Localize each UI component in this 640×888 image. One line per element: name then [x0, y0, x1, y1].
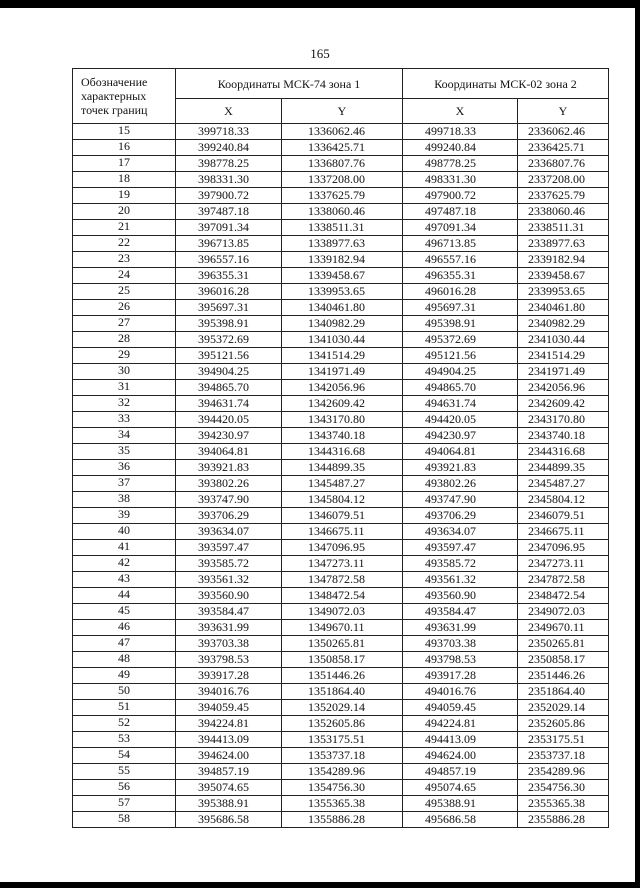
msk02-x-cell: 493802.26 — [403, 476, 518, 492]
point-number-cell: 56 — [73, 780, 176, 796]
msk74-x-cell: 394904.25 — [176, 364, 282, 380]
table-row — [73, 220, 609, 236]
point-number-cell: 20 — [73, 204, 176, 220]
msk74-x-cell: 393802.26 — [176, 476, 282, 492]
point-number-cell: 34 — [73, 428, 176, 444]
msk74-x-cell: 398331.30 — [176, 172, 282, 188]
point-number-cell: 29 — [73, 348, 176, 364]
msk02-y-cell: 2337625.79 — [518, 188, 609, 204]
table-row — [73, 460, 609, 476]
designation-header: Обозначение характерных точек границ — [73, 69, 176, 124]
msk02-y-cell: 2347872.58 — [518, 572, 609, 588]
msk74-x-cell: 394865.70 — [176, 380, 282, 396]
msk74-x-cell: 397091.34 — [176, 220, 282, 236]
msk02-y-cell: 2350858.17 — [518, 652, 609, 668]
msk74-x-cell: 397900.72 — [176, 188, 282, 204]
msk74-x-cell: 393798.53 — [176, 652, 282, 668]
msk74-x-cell: 394413.09 — [176, 732, 282, 748]
table-row — [73, 316, 609, 332]
msk02-y-cell: 2349670.11 — [518, 620, 609, 636]
point-number-cell: 44 — [73, 588, 176, 604]
msk02-x-cell: 493798.53 — [403, 652, 518, 668]
msk74-y-cell: 1345487.27 — [282, 476, 403, 492]
point-number-cell: 35 — [73, 444, 176, 460]
msk02-y-cell: 2339458.67 — [518, 268, 609, 284]
point-number-cell: 36 — [73, 460, 176, 476]
msk02-x-cell: 494420.05 — [403, 412, 518, 428]
table-row — [73, 284, 609, 300]
msk74-y-cell: 1352029.14 — [282, 700, 403, 716]
msk02-x-cell: 493921.83 — [403, 460, 518, 476]
table-row — [73, 812, 609, 828]
msk74-x-cell: 395686.58 — [176, 812, 282, 828]
point-number-cell: 57 — [73, 796, 176, 812]
point-number-cell: 16 — [73, 140, 176, 156]
msk02-y-cell: 2341030.44 — [518, 332, 609, 348]
msk74-y-cell: 1342056.96 — [282, 380, 403, 396]
msk02-x-cell: 494016.76 — [403, 684, 518, 700]
msk02-y-cell: 2338977.63 — [518, 236, 609, 252]
point-number-cell: 54 — [73, 748, 176, 764]
table-row — [73, 652, 609, 668]
msk02-y-cell: 2346675.11 — [518, 524, 609, 540]
table-row — [73, 732, 609, 748]
msk02-y-cell: 2355886.28 — [518, 812, 609, 828]
msk74-y-cell: 1339458.67 — [282, 268, 403, 284]
msk02-x-cell: 493634.07 — [403, 524, 518, 540]
msk02-y-cell: 2340982.29 — [518, 316, 609, 332]
msk74-y-cell: 1343170.80 — [282, 412, 403, 428]
msk02-y-cell: 2342056.96 — [518, 380, 609, 396]
point-number-cell: 49 — [73, 668, 176, 684]
msk02-x-cell: 493917.28 — [403, 668, 518, 684]
msk02-y-cell: 2339182.94 — [518, 252, 609, 268]
point-number-cell: 42 — [73, 556, 176, 572]
msk02-x-cell: 495121.56 — [403, 348, 518, 364]
msk02-x-cell: 495697.31 — [403, 300, 518, 316]
scan-border-bottom — [0, 882, 640, 888]
msk02-x-cell: 497487.18 — [403, 204, 518, 220]
msk74-y-cell: 1336807.76 — [282, 156, 403, 172]
msk74-y-cell: 1338511.31 — [282, 220, 403, 236]
msk02-y-cell: 2339953.65 — [518, 284, 609, 300]
msk74-y-cell: 1336062.46 — [282, 124, 403, 140]
msk74-x-cell: 394857.19 — [176, 764, 282, 780]
msk74-x-cell: 398778.25 — [176, 156, 282, 172]
msk74-x-cell: 394016.76 — [176, 684, 282, 700]
msk74-y-cell: 1355886.28 — [282, 812, 403, 828]
msk74-y-cell: 1345804.12 — [282, 492, 403, 508]
msk74-y-cell: 1351864.40 — [282, 684, 403, 700]
msk02-x-cell: 496016.28 — [403, 284, 518, 300]
point-number-cell: 52 — [73, 716, 176, 732]
msk02-x-cell: 494230.97 — [403, 428, 518, 444]
msk02-y-cell: 2341514.29 — [518, 348, 609, 364]
msk02-x-cell: 498778.25 — [403, 156, 518, 172]
msk74-x-cell: 396713.85 — [176, 236, 282, 252]
table-row — [73, 188, 609, 204]
point-number-cell: 28 — [73, 332, 176, 348]
msk74-x-cell: 393597.47 — [176, 540, 282, 556]
table-row — [73, 748, 609, 764]
msk74-x-cell: 395121.56 — [176, 348, 282, 364]
table-row — [73, 236, 609, 252]
msk02-y-cell: 2349072.03 — [518, 604, 609, 620]
table-row — [73, 428, 609, 444]
msk74-y-cell: 1349072.03 — [282, 604, 403, 620]
msk02-x-cell: 493585.72 — [403, 556, 518, 572]
msk74-y-cell: 1342609.42 — [282, 396, 403, 412]
table-row — [73, 444, 609, 460]
table-row — [73, 684, 609, 700]
point-number-cell: 27 — [73, 316, 176, 332]
msk74-x-cell: 394624.00 — [176, 748, 282, 764]
msk74-y-cell: 1341030.44 — [282, 332, 403, 348]
msk74-y-cell: 1346079.51 — [282, 508, 403, 524]
msk74-x-cell: 394420.05 — [176, 412, 282, 428]
msk74-x-cell: 393747.90 — [176, 492, 282, 508]
msk74-x-cell: 393560.90 — [176, 588, 282, 604]
msk02-y-cell: 2352029.14 — [518, 700, 609, 716]
point-number-cell: 55 — [73, 764, 176, 780]
msk74-y-cell: 1347273.11 — [282, 556, 403, 572]
msk02-x-cell: 493561.32 — [403, 572, 518, 588]
msk02-y-cell: 2340461.80 — [518, 300, 609, 316]
msk02-x-cell: 493703.38 — [403, 636, 518, 652]
msk74-y-cell: 1347096.95 — [282, 540, 403, 556]
msk02-x-cell: 494857.19 — [403, 764, 518, 780]
msk02-x-cell: 493631.99 — [403, 620, 518, 636]
msk74-y-cell: 1341971.49 — [282, 364, 403, 380]
msk74-y-cell: 1337625.79 — [282, 188, 403, 204]
msk74-y-cell: 1350858.17 — [282, 652, 403, 668]
msk02-y-cell: 2345804.12 — [518, 492, 609, 508]
msk02-y-cell: 2338060.46 — [518, 204, 609, 220]
msk74-y-cell: 1337208.00 — [282, 172, 403, 188]
msk74-x-cell: 393631.99 — [176, 620, 282, 636]
msk74-x-cell: 393584.47 — [176, 604, 282, 620]
msk74-x-cell: 394059.45 — [176, 700, 282, 716]
msk02-x-cell: 497091.34 — [403, 220, 518, 236]
msk02-x-cell: 494059.45 — [403, 700, 518, 716]
table-row — [73, 668, 609, 684]
msk02-y-cell: 2344316.68 — [518, 444, 609, 460]
point-number-cell: 58 — [73, 812, 176, 828]
table-row — [73, 124, 609, 140]
msk02-x-cell: 493560.90 — [403, 588, 518, 604]
msk02-x-cell: 495372.69 — [403, 332, 518, 348]
msk02-x-cell: 499240.84 — [403, 140, 518, 156]
msk02-y-cell: 2353737.18 — [518, 748, 609, 764]
msk74-y-cell: 1354289.96 — [282, 764, 403, 780]
msk02-y-cell: 2341971.49 — [518, 364, 609, 380]
msk74-y-cell: 1343740.18 — [282, 428, 403, 444]
point-number-cell: 53 — [73, 732, 176, 748]
table-row — [73, 700, 609, 716]
msk74-y-cell: 1336425.71 — [282, 140, 403, 156]
msk02-y-cell: 2344899.35 — [518, 460, 609, 476]
msk02-y-cell: 2346079.51 — [518, 508, 609, 524]
msk74-y-cell: 1344899.35 — [282, 460, 403, 476]
point-number-cell: 43 — [73, 572, 176, 588]
msk02-y-cell: 2336062.46 — [518, 124, 609, 140]
msk02-y-cell: 2347096.95 — [518, 540, 609, 556]
point-number-cell: 19 — [73, 188, 176, 204]
table-row — [73, 524, 609, 540]
msk02-x-cell: 494624.00 — [403, 748, 518, 764]
msk74-x-cell: 394064.81 — [176, 444, 282, 460]
msk02-x-cell: 496713.85 — [403, 236, 518, 252]
msk02-x-cell: 499718.33 — [403, 124, 518, 140]
msk02-x-cell: 493706.29 — [403, 508, 518, 524]
msk02-x-cell: 494064.81 — [403, 444, 518, 460]
msk74-x-cell: 393585.72 — [176, 556, 282, 572]
msk02-x-cell: 495074.65 — [403, 780, 518, 796]
msk74-x-cell: 394230.97 — [176, 428, 282, 444]
point-number-cell: 46 — [73, 620, 176, 636]
table-row — [73, 588, 609, 604]
table-row — [73, 396, 609, 412]
msk02-x-cell: 493747.90 — [403, 492, 518, 508]
point-number-cell: 15 — [73, 124, 176, 140]
msk74-x-cell: 393634.07 — [176, 524, 282, 540]
msk74-y-cell: 1353175.51 — [282, 732, 403, 748]
msk74-x-cell: 393706.29 — [176, 508, 282, 524]
msk74-y-cell: 1340982.29 — [282, 316, 403, 332]
msk74-y-cell: 1355365.38 — [282, 796, 403, 812]
table-row — [73, 636, 609, 652]
msk02-y-cell: 2337208.00 — [518, 172, 609, 188]
page-number: 165 — [310, 46, 330, 61]
point-number-cell: 18 — [73, 172, 176, 188]
msk02-x-cell: 494413.09 — [403, 732, 518, 748]
msk74-y-cell: 1350265.81 — [282, 636, 403, 652]
point-number-cell: 30 — [73, 364, 176, 380]
table-row — [73, 268, 609, 284]
table-row — [73, 780, 609, 796]
msk02-x-cell: 493597.47 — [403, 540, 518, 556]
table-row — [73, 364, 609, 380]
msk02-y-cell: 2336425.71 — [518, 140, 609, 156]
table-row — [73, 172, 609, 188]
msk74-y-cell: 1349670.11 — [282, 620, 403, 636]
point-number-cell: 51 — [73, 700, 176, 716]
msk74-x-cell: 394631.74 — [176, 396, 282, 412]
table-row — [73, 508, 609, 524]
msk74-x-cell: 399718.33 — [176, 124, 282, 140]
msk02-y-cell: 2343740.18 — [518, 428, 609, 444]
msk74-y-cell: 1354756.30 — [282, 780, 403, 796]
table-row — [73, 716, 609, 732]
msk74-y-cell: 1339953.65 — [282, 284, 403, 300]
point-number-cell: 47 — [73, 636, 176, 652]
point-number-cell: 26 — [73, 300, 176, 316]
msk74-y-cell: 1338060.46 — [282, 204, 403, 220]
msk74-y-cell: 1338977.63 — [282, 236, 403, 252]
msk02-x-cell: 497900.72 — [403, 188, 518, 204]
table-row — [73, 300, 609, 316]
table-row — [73, 620, 609, 636]
point-number-cell: 40 — [73, 524, 176, 540]
msk74-x-cell: 395398.91 — [176, 316, 282, 332]
point-number-cell: 45 — [73, 604, 176, 620]
coordinates-table — [72, 68, 609, 828]
msk74-x-cell: 396557.16 — [176, 252, 282, 268]
msk02-y-cell: 2343170.80 — [518, 412, 609, 428]
table-row — [73, 140, 609, 156]
msk74-x-cell: 399240.84 — [176, 140, 282, 156]
msk74-y-cell: 1339182.94 — [282, 252, 403, 268]
table-row — [73, 572, 609, 588]
msk74-header: Координаты МСК-74 зона 1 — [176, 69, 403, 99]
msk74-y-cell: 1352605.86 — [282, 716, 403, 732]
msk02-y-cell: 2347273.11 — [518, 556, 609, 572]
msk02-y-cell: 2354289.96 — [518, 764, 609, 780]
msk74-y-cell: 1348472.54 — [282, 588, 403, 604]
point-number-cell: 32 — [73, 396, 176, 412]
msk02-x-cell: 494904.25 — [403, 364, 518, 380]
point-number-cell: 33 — [73, 412, 176, 428]
msk74-y-cell: 1340461.80 — [282, 300, 403, 316]
msk74-y-header: Y — [282, 99, 403, 124]
msk02-x-cell: 495398.91 — [403, 316, 518, 332]
point-number-cell: 21 — [73, 220, 176, 236]
msk74-y-cell: 1353737.18 — [282, 748, 403, 764]
msk02-y-cell: 2336807.76 — [518, 156, 609, 172]
msk74-x-cell: 393703.38 — [176, 636, 282, 652]
msk02-y-cell: 2350265.81 — [518, 636, 609, 652]
msk02-y-cell: 2338511.31 — [518, 220, 609, 236]
point-number-cell: 23 — [73, 252, 176, 268]
msk02-y-header: Y — [518, 99, 609, 124]
point-number-cell: 48 — [73, 652, 176, 668]
table-row — [73, 556, 609, 572]
msk02-x-cell: 495686.58 — [403, 812, 518, 828]
table-row — [73, 380, 609, 396]
msk74-x-cell: 395388.91 — [176, 796, 282, 812]
msk02-x-header: X — [403, 99, 518, 124]
msk02-x-cell: 494865.70 — [403, 380, 518, 396]
msk74-y-cell: 1347872.58 — [282, 572, 403, 588]
point-number-cell: 17 — [73, 156, 176, 172]
msk02-x-cell: 496557.16 — [403, 252, 518, 268]
msk02-x-cell: 498331.30 — [403, 172, 518, 188]
point-number-cell: 39 — [73, 508, 176, 524]
msk74-x-cell: 394224.81 — [176, 716, 282, 732]
msk02-x-cell: 494631.74 — [403, 396, 518, 412]
msk02-header: Координаты МСК-02 зона 2 — [403, 69, 609, 99]
msk74-y-cell: 1351446.26 — [282, 668, 403, 684]
scan-border-right — [635, 0, 640, 888]
msk02-y-cell: 2345487.27 — [518, 476, 609, 492]
point-number-cell: 31 — [73, 380, 176, 396]
point-number-cell: 37 — [73, 476, 176, 492]
msk02-x-cell: 494224.81 — [403, 716, 518, 732]
msk74-x-cell: 393917.28 — [176, 668, 282, 684]
table-row — [73, 604, 609, 620]
table-row — [73, 476, 609, 492]
point-number-cell: 22 — [73, 236, 176, 252]
point-number-cell: 50 — [73, 684, 176, 700]
table-row — [73, 412, 609, 428]
msk74-x-cell: 395074.65 — [176, 780, 282, 796]
msk02-y-cell: 2351446.26 — [518, 668, 609, 684]
msk74-y-cell: 1344316.68 — [282, 444, 403, 460]
msk74-y-cell: 1346675.11 — [282, 524, 403, 540]
msk02-y-cell: 2354756.30 — [518, 780, 609, 796]
table-row — [73, 348, 609, 364]
msk02-y-cell: 2342609.42 — [518, 396, 609, 412]
msk02-x-cell: 496355.31 — [403, 268, 518, 284]
table-row — [73, 252, 609, 268]
msk02-x-cell: 493584.47 — [403, 604, 518, 620]
msk02-x-cell: 495388.91 — [403, 796, 518, 812]
msk74-y-cell: 1341514.29 — [282, 348, 403, 364]
msk74-x-cell: 397487.18 — [176, 204, 282, 220]
point-number-cell: 38 — [73, 492, 176, 508]
point-number-cell: 24 — [73, 268, 176, 284]
point-number-cell: 41 — [73, 540, 176, 556]
table-row — [73, 764, 609, 780]
msk02-y-cell: 2351864.40 — [518, 684, 609, 700]
table-row — [73, 156, 609, 172]
msk74-x-cell: 395697.31 — [176, 300, 282, 316]
scan-border-top — [0, 0, 640, 8]
table-row — [73, 492, 609, 508]
table-row — [73, 540, 609, 556]
msk74-x-cell: 393921.83 — [176, 460, 282, 476]
msk74-x-cell: 395372.69 — [176, 332, 282, 348]
msk02-y-cell: 2353175.51 — [518, 732, 609, 748]
msk74-x-header: X — [176, 99, 282, 124]
msk74-x-cell: 396355.31 — [176, 268, 282, 284]
table-row — [73, 332, 609, 348]
msk02-y-cell: 2355365.38 — [518, 796, 609, 812]
msk02-y-cell: 2352605.86 — [518, 716, 609, 732]
msk74-x-cell: 396016.28 — [176, 284, 282, 300]
msk74-x-cell: 393561.32 — [176, 572, 282, 588]
table-row — [73, 204, 609, 220]
table-row — [73, 796, 609, 812]
msk02-y-cell: 2348472.54 — [518, 588, 609, 604]
point-number-cell: 25 — [73, 284, 176, 300]
